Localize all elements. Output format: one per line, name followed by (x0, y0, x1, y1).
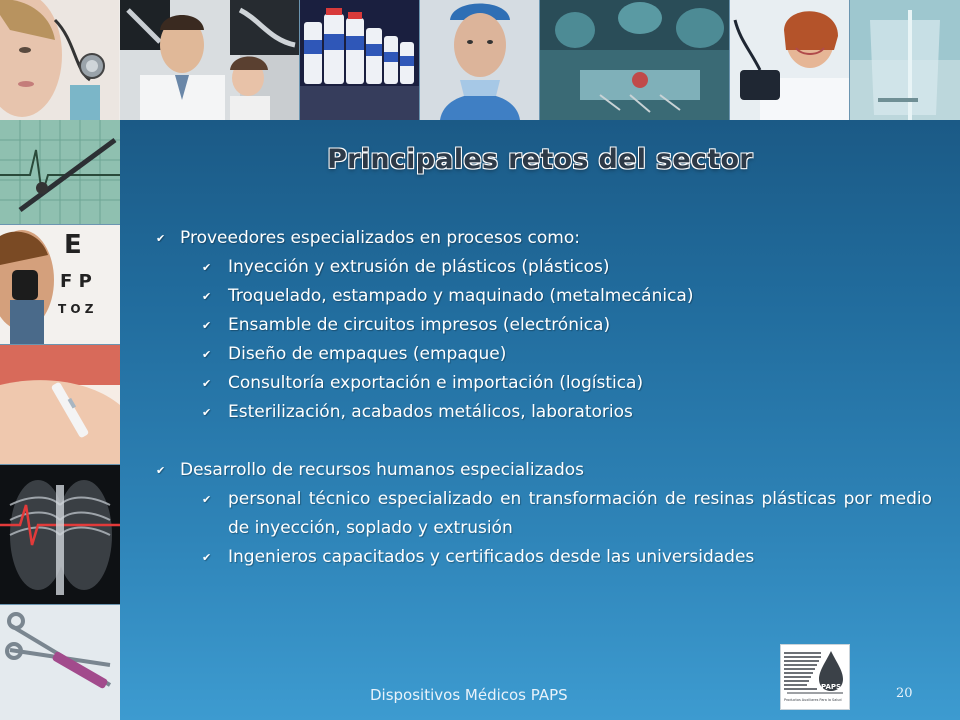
check-icon: ✔ (156, 232, 166, 245)
photo-surgical-instruments (0, 605, 120, 720)
photo-disinfectant-bottles (300, 0, 420, 120)
photo-nurse-stethoscope (0, 0, 120, 120)
check-icon: ✔ (202, 348, 212, 361)
bullet-text: Esterilización, acabados metálicos, laboratorios (228, 402, 633, 422)
bullet-text: Troquelado, estampado y maquinado (metalmecánica) (228, 286, 694, 306)
photo-ecg-paper-pen (0, 120, 120, 225)
sub-bullet (152, 340, 932, 369)
sub-bullet (152, 543, 932, 572)
photo-doctor-xray (120, 0, 300, 120)
bullet-text: Consultoría exportación e importación (logística) (228, 373, 644, 393)
svg-text:F P: F P (60, 271, 92, 292)
paps-logo (780, 644, 850, 710)
logo-wordmark: PAPS (821, 683, 842, 691)
bullet-text: Desarrollo de recursos humanos especializados (180, 460, 584, 480)
spacer (152, 427, 932, 456)
photo-surgery-team (540, 0, 730, 120)
sub-bullet (152, 485, 932, 543)
photo-surgeon-portrait (420, 0, 540, 120)
check-icon: ✔ (202, 406, 212, 419)
slide-content (120, 120, 960, 720)
check-icon: ✔ (156, 464, 166, 477)
photo-injection-arm (0, 345, 120, 465)
photo-lab-glassware (850, 0, 960, 120)
bullet-heading-2 (152, 456, 932, 485)
sub-bullet (152, 282, 932, 311)
photo-chest-xray (0, 465, 120, 605)
svg-text:T O Z: T O Z (58, 302, 94, 316)
sub-bullet (152, 398, 932, 427)
left-photo-strip (0, 120, 120, 720)
page-number: 20 (896, 686, 913, 701)
sub-bullet (152, 253, 932, 282)
bullet-text: Inyección y extrusión de plásticos (plásticos) (228, 257, 610, 277)
footer-text: Dispositivos Médicos PAPS (370, 686, 568, 704)
check-icon: ✔ (202, 377, 212, 390)
sub-bullet (152, 369, 932, 398)
svg-text:E: E (64, 230, 82, 260)
bullet-text: Ensamble de circuitos impresos (electrónica) (228, 315, 611, 335)
check-icon: ✔ (202, 493, 212, 506)
logo-tagline: Productos Auxiliares Para la Salud (784, 698, 842, 702)
check-icon: ✔ (202, 261, 212, 274)
bullet-heading-1 (152, 224, 932, 253)
check-icon: ✔ (202, 551, 212, 564)
bullet-text: Proveedores especializados en procesos como: (180, 228, 580, 248)
photo-patient-blood-pressure (730, 0, 850, 120)
bullet-text: personal técnico especializado en transformación de resinas plásticas por medio de inyección, soplado y extrusión (228, 489, 932, 538)
photo-eye-exam (0, 225, 120, 345)
bullet-text: Diseño de empaques (empaque) (228, 344, 507, 364)
bullet-text: Ingenieros capacitados y certificados desde las universidades (228, 547, 755, 567)
sub-bullet (152, 311, 932, 340)
bullet-list (152, 224, 932, 572)
check-icon: ✔ (202, 319, 212, 332)
top-photo-strip (0, 0, 960, 120)
check-icon: ✔ (202, 290, 212, 303)
slide-title: Principales retos del sector (327, 144, 753, 175)
